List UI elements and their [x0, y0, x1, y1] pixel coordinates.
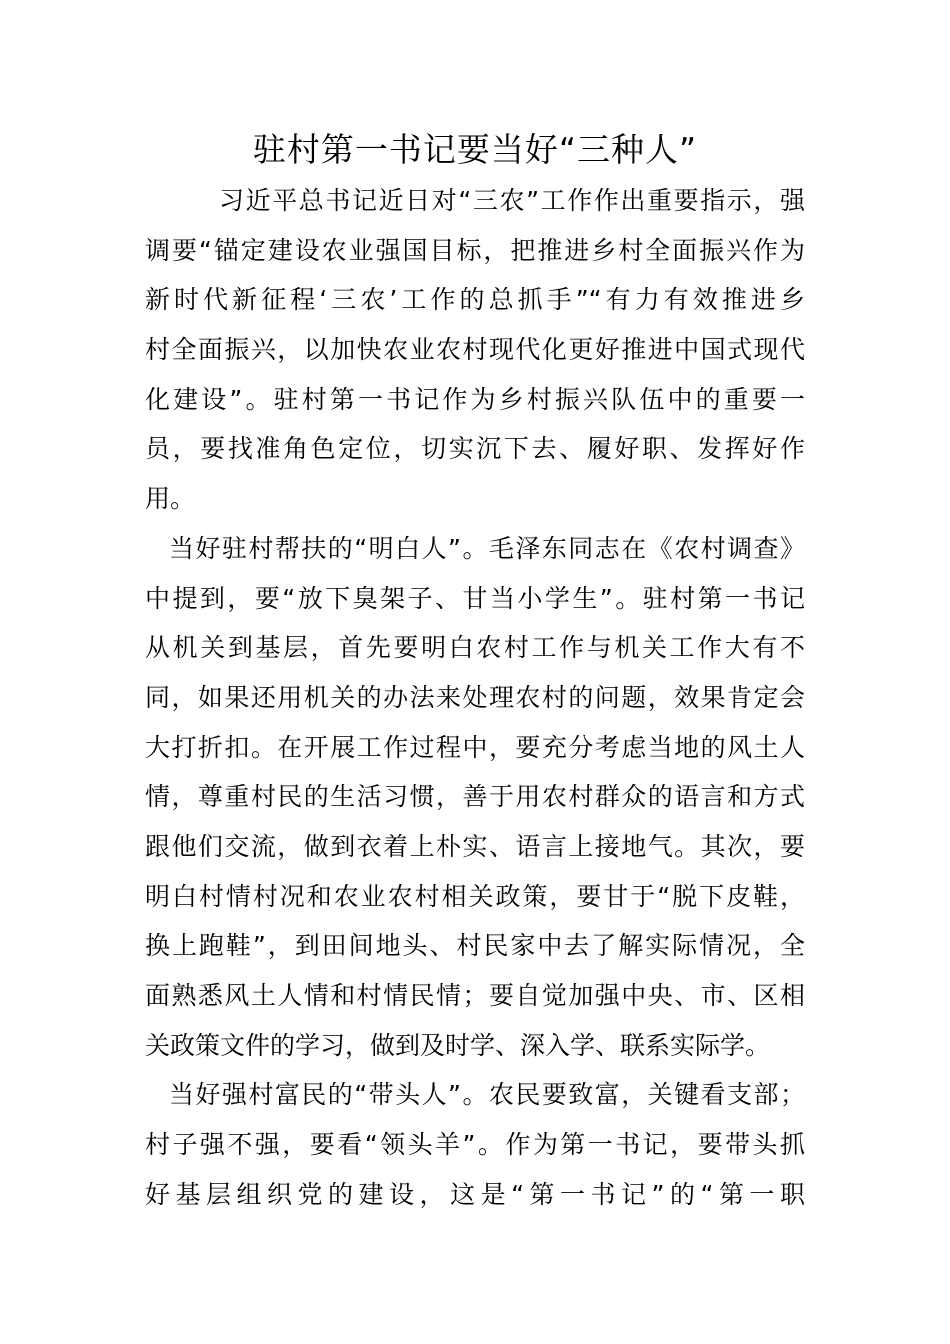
text-line: 好基层组织党的建设，这是“第一书记”的“第一职 [145, 1179, 805, 1209]
text-line: 当好驻村帮扶的“明白人”。毛泽东同志在《农村调查》 [169, 533, 805, 563]
text-line: 员，要找准角色定位，切实沉下去、履好职、发挥好作 [145, 434, 805, 464]
document-body [145, 176, 805, 1219]
text-line: 习近平总书记近日对“三农”工作作出重要指示，强 [219, 186, 805, 215]
text-line: 用。 [145, 484, 196, 514]
text-line: 当好强村富民的“带头人”。农民要致富，关键看支部； [169, 1080, 805, 1110]
text-line: 中提到，要“放下臭架子、甘当小学生”。驻村第一书记 [145, 583, 805, 613]
text-line: 关政策文件的学习，做到及时学、深入学、联系实际学。 [145, 1030, 771, 1060]
text-line: 村子强不强，要看“领头羊”。作为第一书记，要带头抓 [145, 1130, 805, 1160]
text-line: 村全面振兴，以加快农业农村现代化更好推进中国式现代 [145, 335, 805, 365]
text-line: 调要“锚定建设农业强国目标，把推进乡村全面振兴作为 [145, 235, 805, 265]
text-line: 明白村情村况和农业农村相关政策，要甘于“脱下皮鞋， [145, 881, 805, 911]
text-line: 从机关到基层，首先要明白农村工作与机关工作大有不 [145, 633, 805, 663]
document-title: 驻村第一书记要当好“三种人” [252, 130, 698, 169]
text-line: 大打折扣。在开展工作过程中，要充分考虑当地的风土人 [145, 732, 805, 762]
text-line: 同，如果还用机关的办法来处理农村的问题，效果肯定会 [145, 682, 805, 712]
text-line: 化建设”。驻村第一书记作为乡村振兴队伍中的重要一 [145, 384, 805, 414]
text-line: 情，尊重村民的生活习惯，善于用农村群众的语言和方式 [145, 782, 805, 812]
text-line: 跟他们交流，做到衣着上朴实、语言上接地气。其次，要 [145, 831, 805, 861]
text-line: 面熟悉风土人情和村情民情；要自觉加强中央、市、区相 [145, 981, 805, 1010]
text-line: 换上跑鞋”，到田间地头、村民家中去了解实际情况，全 [145, 931, 805, 961]
text-line: 新时代新征程‘三农’工作的总抓手”“有力有效推进乡 [145, 285, 805, 315]
